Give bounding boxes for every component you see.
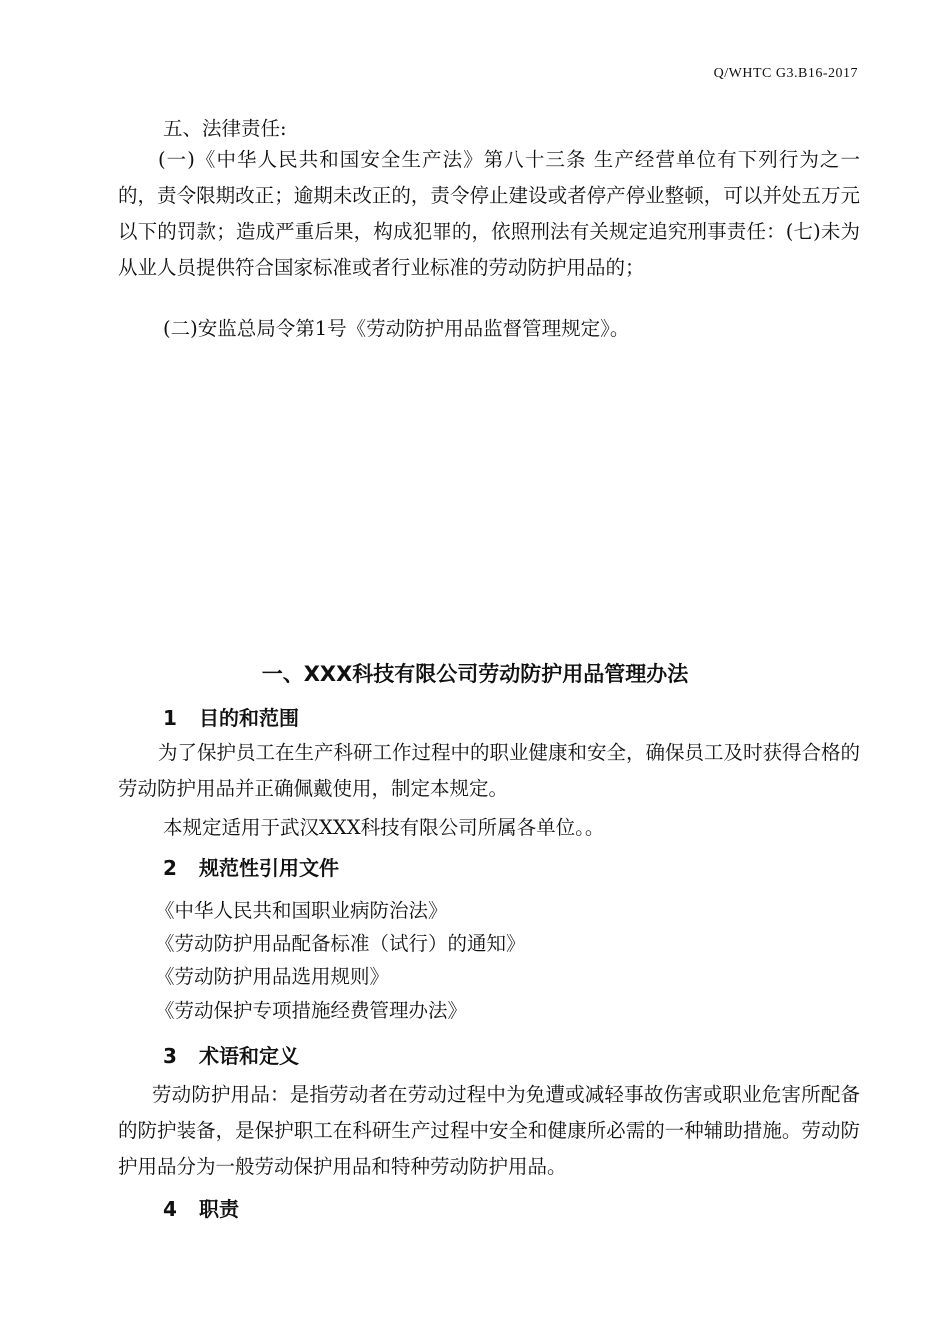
reference-item: 《劳动保护专项措施经费管理办法》 [155, 999, 468, 1022]
section-number: 4 [163, 1197, 177, 1221]
scope-paragraph: 本规定适用于武汉XXX科技有限公司所属各单位。。 [163, 816, 605, 839]
section-number: 2 [163, 856, 177, 880]
document-code: Q/WHTC G3.B16-2017 [713, 66, 858, 81]
section-title: 术语和定义 [199, 1044, 299, 1068]
section-heading-3 [163, 1040, 299, 1069]
reference-item: 《劳动防护用品配备标准（试行）的通知》 [155, 932, 526, 955]
section-heading-4 [163, 1193, 239, 1222]
document-title: 一、XXX科技有限公司劳动防护用品管理办法 [261, 662, 689, 686]
section-heading-2 [163, 852, 339, 881]
reference-item: 《中华人民共和国职业病防治法》 [155, 899, 448, 922]
reference-item: 《劳动防护用品选用规则》 [155, 965, 390, 988]
legal-paragraph-1: (一)《中华人民共和国安全生产法》第八十三条 生产经营单位有下列行为之一的，责令限期改正；逾期未改正的，责令停止建设或者停产停业整顿，可以并处五万元以下的罚款；造成严重后果，构成犯罪的，依照刑法有关规定追究刑事责任：(七)未为从业人员提供符合国家标准或者行业标准的劳动防护用品的； [118, 148, 860, 279]
section-number: 1 [163, 706, 177, 730]
definition-paragraph: 劳动防护用品：是指劳动者在劳动过程中为免遭或减轻事故伤害或职业危害所配备的防护装备，是保护职工在科研生产过程中安全和健康所必需的一种辅助措施。劳动防护用品分为一般劳动保护用品和特种劳动防护用品。 [118, 1083, 860, 1178]
section-heading-1 [163, 702, 299, 731]
legal-paragraph-2: (二)安监总局令第1号《劳动防护用品监督管理规定》。 [163, 317, 630, 340]
section-title: 规范性引用文件 [199, 856, 339, 880]
section-title: 目的和范围 [199, 706, 299, 730]
legal-heading: 五、法律责任: [163, 117, 287, 140]
purpose-paragraph: 为了保护员工在生产科研工作过程中的职业健康和安全，确保员工及时获得合格的劳动防护用品并正确佩戴使用，制定本规定。 [118, 741, 861, 800]
section-number: 3 [163, 1044, 177, 1068]
section-title: 职责 [199, 1197, 239, 1221]
